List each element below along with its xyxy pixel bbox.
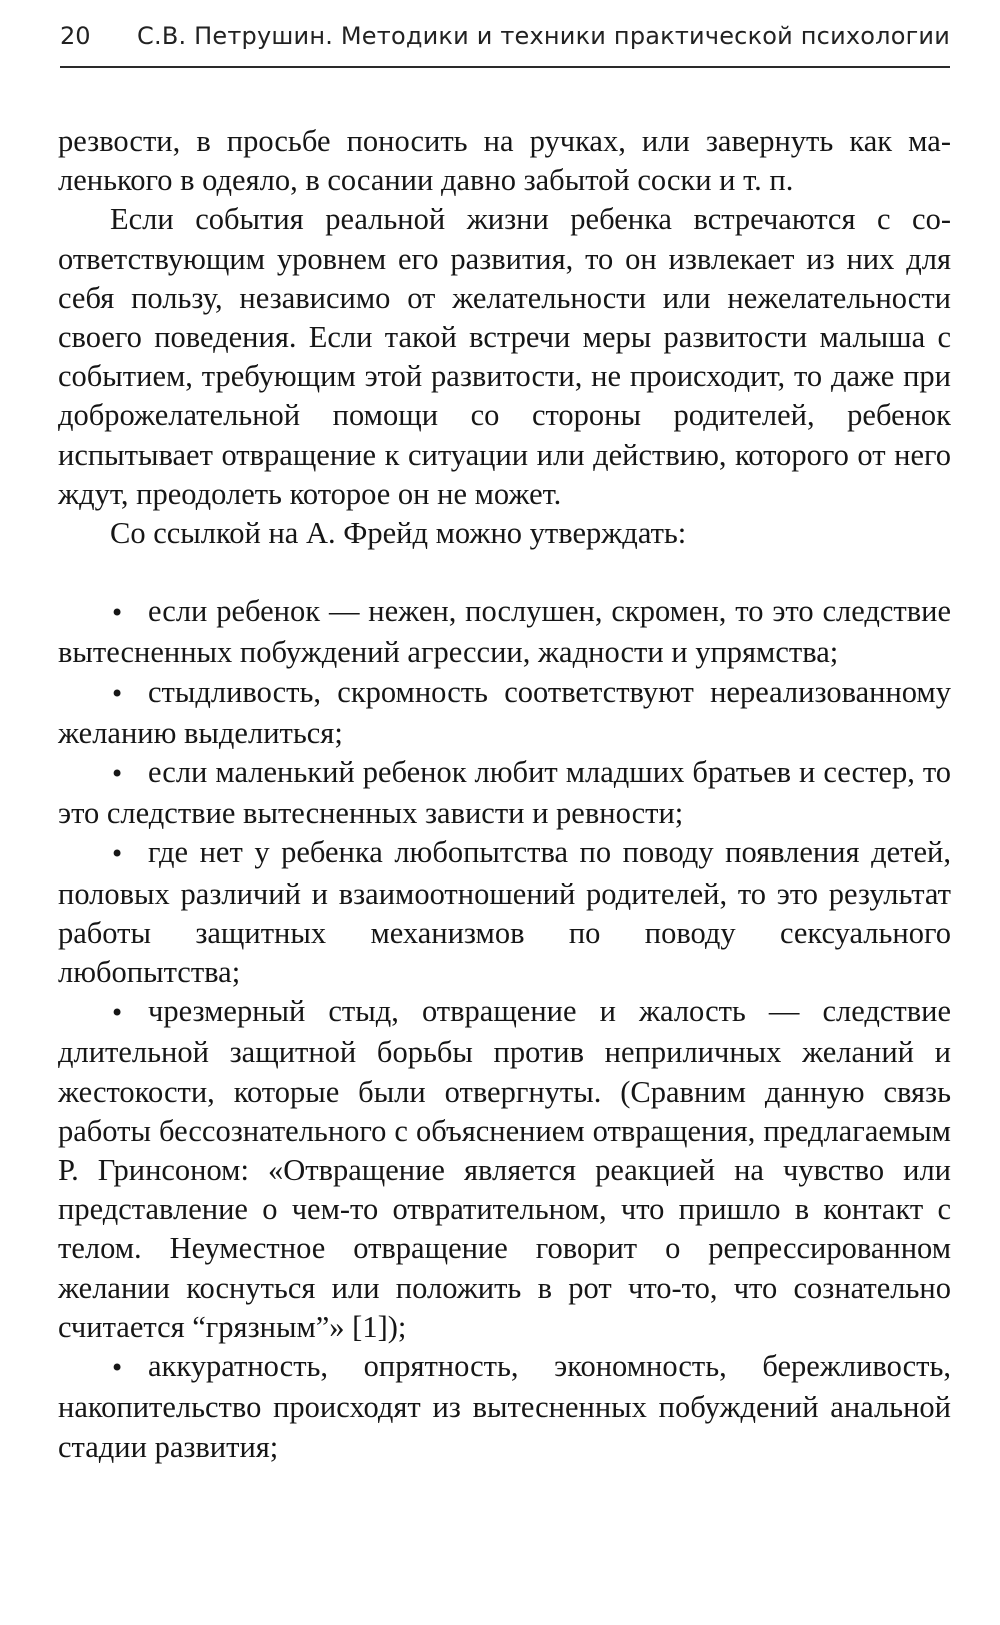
list-spacer: [58, 553, 951, 592]
bullet-icon: •: [110, 760, 125, 789]
paragraph-continuation: резвости, в просьбе поносить на ручках, или завернуть как маленького в одеяло, в сосании давно забытой соски и т. п.: [58, 124, 951, 198]
page-number: 20: [60, 22, 91, 50]
bullet-icon: •: [110, 840, 125, 869]
paragraph: Если события реальной жизни ребенка встречаются с соответствующим уровнем его развития, то он извлекает из них для себя пользу, независимо от желательности или нежелательности своего поведения. Если такой встречи меры развитости малыша с событием, требующим этой развитости, не происходит, то даже при доброжелательной помощи со стороны родителей, ребенок испытывает отвращение к ситуации или действию, которого от него ждут, преодолеть которое он не может.: [58, 202, 951, 511]
list-item-text: стыдливость, скромность соответствуют нереализованному желанию выделиться;: [58, 674, 951, 750]
bullet-icon: •: [110, 679, 125, 708]
list-item-text: где нет у ребенка любопытства по поводу появления детей, половых различий и взаимоотношений родителей, то это результат работы защитных механизмов по поводу сексуального любопытства;: [58, 835, 951, 990]
running-head: [60, 14, 950, 58]
header-rule: [60, 66, 950, 68]
list-item: [58, 992, 951, 1347]
list-item-text: чрезмерный стыд, отвращение и жалость — следствие длительной защитной борьбы против неприличных желаний и жестокости, которые были отвергнуты. (Сравним данную связь работы бессознательного с объяснением отвращения, предлагаемым Р. Гринсоном: «Отвращение является реакцией на чувство или представление о чем-то отвратительном, что пришло в контакт с телом. Неуместное отвращение говорит о репрессированном желании коснуться или положить в рот что-то, что сознательно считается “грязным”» [1]);: [58, 994, 951, 1344]
list-item: [58, 833, 951, 992]
list-item: [58, 673, 951, 753]
list-item-text: аккуратность, опрятность, экономность, бережливость, накопительство происходят из вытесненных побуждений анальной стадии развития;: [58, 1349, 951, 1464]
paragraph-list-intro: Со ссылкой на А. Фрейд можно утверждать:: [110, 516, 687, 551]
bullet-icon: •: [110, 1354, 125, 1383]
list-item: [58, 753, 951, 833]
running-title: С.В. Петрушин. Методики и техники практической психологии: [137, 22, 950, 50]
bullet-list: [58, 592, 951, 1466]
list-item: [58, 592, 951, 672]
list-item-text: если ребенок — нежен, послушен, скромен, то это следствие вытесненных побуждений агрессии, жадности и упрямства;: [58, 594, 951, 670]
main-text: [58, 122, 951, 1467]
list-item-text: если маленький ребенок любит младших братьев и сестер, то это следствие вытесненных зависти и ревности;: [58, 755, 951, 831]
bullet-icon: •: [110, 599, 125, 628]
list-item: [58, 1347, 951, 1467]
bullet-icon: •: [110, 999, 125, 1028]
